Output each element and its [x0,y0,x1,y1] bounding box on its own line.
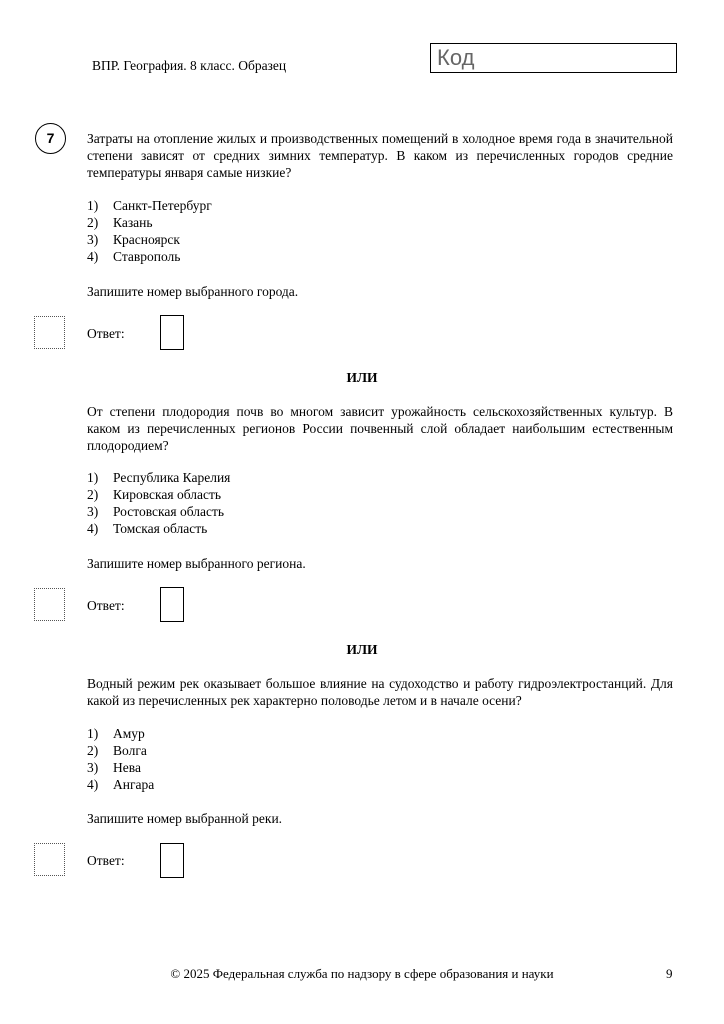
option-number: 4) [87,521,99,536]
footer-copyright: © 2025 Федеральная служба по надзору в сфере образования и науки [170,966,554,981]
option-item [87,520,673,537]
or-separator: ИЛИ [346,642,378,657]
option-number: 1) [87,470,99,485]
score-box [34,588,65,621]
variant-2-options [87,469,673,537]
task-number-badge: 7 [35,123,66,154]
option-item [87,231,673,248]
variant-2-instruction: Запишите номер выбранного региона. [87,556,306,571]
option-item [87,776,673,793]
variant-3-options [87,725,673,793]
option-text: Томская область [113,521,208,536]
option-item [87,248,673,265]
option-text: Волга [113,743,147,758]
option-item [87,214,673,231]
or-separator: ИЛИ [346,370,378,385]
page-number: 9 [666,966,673,981]
option-item [87,469,673,486]
option-item [87,725,673,742]
option-item [87,486,673,503]
option-number: 1) [87,726,99,741]
question-text: От степени плодородия почв во многом зависит урожайность сельскохозяйственных культур. В каком из перечисленных регионов России почвенный слой обладает наибольшим естественным плодородием? [87,404,673,453]
option-number: 4) [87,249,99,264]
option-number: 3) [87,760,99,775]
question-text: Затраты на отопление жилых и производственных помещений в холодное время года в значительной степени зависят от средних зимних температур. В каком из перечисленных городов средние температуры января самые низкие? [87,131,673,180]
option-number: 2) [87,487,99,502]
answer-input[interactable] [160,843,184,878]
option-number: 2) [87,215,99,230]
header-title: ВПР. География. 8 класс. Образец [92,58,287,73]
answer-label: Ответ: [87,853,125,868]
option-number: 1) [87,198,99,213]
answer-label: Ответ: [87,598,125,613]
option-text: Красноярск [113,232,180,247]
option-text: Кировская область [113,487,222,502]
answer-input[interactable] [160,587,184,622]
variant-2-question [87,403,673,454]
variant-3-instruction: Запишите номер выбранной реки. [87,811,283,826]
option-number: 3) [87,504,99,519]
option-item [87,759,673,776]
question-text: Водный режим рек оказывает большое влияние на судоходство и работу гидроэлектростанций. Для какой из перечисленных рек характерно половодье летом и в начале осени? [87,676,673,708]
option-number: 3) [87,232,99,247]
variant-1-options [87,197,673,265]
variant-3-question [87,675,673,709]
option-text: Республика Карелия [113,470,231,485]
option-item [87,503,673,520]
variant-1-instruction: Запишите номер выбранного города. [87,284,299,299]
option-text: Ростовская область [113,504,224,519]
option-text: Ставрополь [113,249,181,264]
option-text: Санкт-Петербург [113,198,212,213]
variant-1-question [87,130,673,181]
option-number: 2) [87,743,99,758]
score-box [34,316,65,349]
answer-input[interactable] [160,315,184,350]
code-field[interactable]: Код [430,43,677,73]
option-item [87,742,673,759]
answer-label: Ответ: [87,326,125,341]
score-box [34,843,65,876]
option-text: Нева [113,760,141,775]
option-text: Амур [113,726,145,741]
option-text: Ангара [113,777,155,792]
option-number: 4) [87,777,99,792]
option-text: Казань [113,215,153,230]
option-item [87,197,673,214]
